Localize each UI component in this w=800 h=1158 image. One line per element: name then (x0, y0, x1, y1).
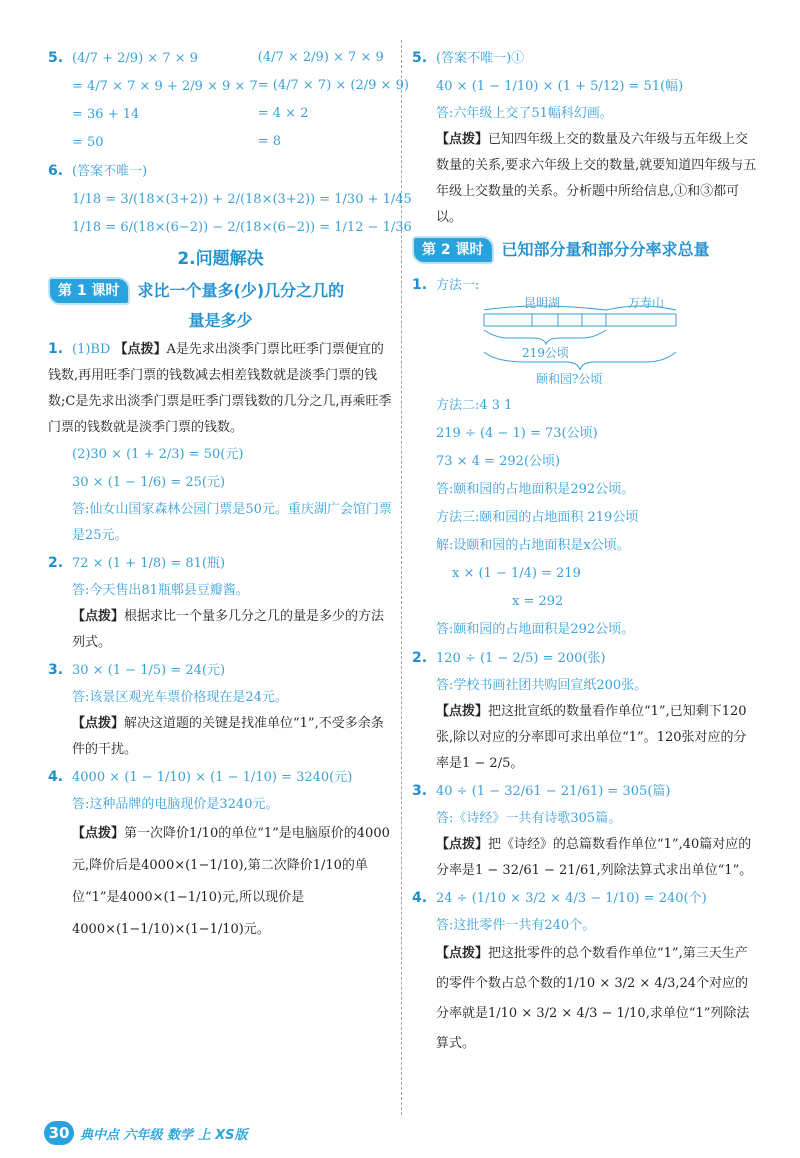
line-segment-diagram: 昆明湖 万寿山 219公顷 颐和园?公顷 (436, 300, 757, 392)
lesson-2-header: 第 2 课时 已知部分量和部分分率求总量 (412, 235, 757, 265)
r-problem-2: 2. 120 ÷ (1 − 2/5) = 200(张) 答:学校书画社团共购回宣纸200张。 【点拨】把这批宣纸的数量看作单位“1”,已知剩下120张,除以对应的分率即可求出单位“1”。120张对应的分率是1 − 2/5。 (412, 650, 747, 771)
problem-3: 3. 30 × (1 − 1/5) = 24(元) 答:该景区观光车票价格现在是24元。 【点拨】解决这道题的关键是找准单位“1”,不受多余条件的干扰。 (48, 662, 384, 757)
problem-1: 1. (1)BD 【点拨】A是先求出淡季门票比旺季门票便宜的钱数,再用旺季门票的钱数减去相差钱数就是淡季门票的钱数;C是先求出淡季门票是旺季门票钱数的几分之几,再乘旺季门票的钱数就是淡季门票的钱数。 (2)30 × (1 + 2/3) = 50(元) 30 × (1 − 1/6) = 25(元) 答:仙女山国家森林公园门票是50元。重庆湖广会馆门票是25元。 (48, 341, 392, 543)
r-problem-4: 4. 24 ÷ (1/10 × 3/2 × 4/3 − 1/10) = 240(个) 答:这批零件一共有240个。 【点拨】把这批零件的总个数看作单位“1”,第三天生产的零件个数占总个数的1/10 × 3/2 × 4/3,24个对应的分率就是1/10 × 3/2 × 4/3 − 1/10,求单位“1”列除法算式。 (412, 890, 750, 1051)
page-number: 30 (44, 1121, 74, 1145)
lesson-badge: 第 1 课时 (48, 277, 130, 305)
r-problem-1: 1. 方法一: 昆明湖 万寿山 219公顷 颐和园?公顷 方法二:4 3 1 219 ÷ (4 − 1) = 73(公顷) 73 × 4 = 292(公顷) 答:颐和园的占地面积是292公顷。 方法三:颐和园的占地面积 219公顷 解:设颐和园的占地面积是x公顷。 x × (1 − 1/4) = 219 x = 292 答:颐和园的占地面积是292公顷。 (412, 271, 757, 644)
q6-left: 6. (答案不唯一) 1/18 = 3/(18×(3+2)) + 2/(18×(3+2)) = 1/30 + 1/45 1/18 = 6/(18×(6−2)) − 2/(18×(6−2)) = 1/12 − 1/36 (48, 163, 412, 235)
left-column: 5. (4/7 + 2/9) × 7 × 9 = 4/7 × 7 × 9 + 2/9 × 9 × 7 = 36 + 14 = 50 (4/7 × 2/9) × 7 × 9 = (4/7 × 7) × (2/9 × 9) = 4 × 2 = 8 6. (答案不唯一) 1/18 = 3/(18×(3+2)) + 2/(18×(3+2)) = 1/30 + 1/45 1/18 = 6/(18×(6−2)) − 2/(18×(6−2)) = 1/12 − 1/36 2.问题解决 第 1 课时 求比一个量多(少)几分之几的 量是多少 1. (1)BD 【点拨】A是先求出淡季门票比旺季门票便宜的钱数,再用旺季门票的钱数减去相差钱数就是淡季门票的钱数;C是先求出淡季门票是旺季门票钱数的几分之几,再乘旺季门票的钱数就是淡季门票的钱数。 (2)30 × (1 + 2/3) = 50(元) 30 × (1 − 1/6) = 25(元) 答:仙女山国家森林公园门票是50元。重庆湖广会馆门票是25元。 2. 72 × (1 + 1/8) = 81(瓶) 答:今天售出81瓶郫县豆瓣酱。 【点拨】根据求比一个量多几分之几的量是多少的方法列式。 3. 30 × (1 − 1/5) = 24(元) 答:该景区观光车票价格现在是24元。 【点拨】解决这道题的关键是找准单位“1”,不受多余条件的干扰。 4. 4000 × (1 − 1/10) × (1 − 1/10) = 3240(元) 答:这种品牌的电脑现价是3240元。 【点拨】第一次降价1/10的单位“1”是电脑原价的4000元,降价后是4000×(1−1/10),第二次降价1/10的单位“1”是4000×(1−1/10)元,所以现价是4000×(1−1/10)×(1−1/10)元。 (48, 44, 393, 946)
r-problem-3: 3. 40 ÷ (1 − 32/61 − 21/61) = 305(篇) 答:《诗经》一共有诗歌305篇。 【点拨】把《诗经》的总篇数看作单位“1”,40篇对应的分率是1 − 32/61 − 21/61,列除法算式求出单位“1”。 (412, 783, 753, 878)
lesson-1-header: 第 1 课时 求比一个量多(少)几分之几的 (48, 276, 393, 306)
section-title: 2.问题解决 (177, 249, 264, 269)
problem-4: 4. 4000 × (1 − 1/10) × (1 − 1/10) = 3240(元) 答:这种品牌的电脑现价是3240元。 【点拨】第一次降价1/10的单位“1”是电脑原价的4000元,降价后是4000×(1−1/10),第二次降价1/10的单位“1”是4000×(1−1/10)元,所以现价是4000×(1−1/10)×(1−1/10)元。 (48, 769, 390, 937)
q5-right: 5. (答案不唯一)① 40 × (1 − 1/10) × (1 + 5/12) = 51(幅) 答:六年级上交了51幅科幻画。 【点拨】已知四年级上交的数量及六年级与五年级上交数量的关系,要求六年级上交的数量,就要知道四年级与五年级上交数量的关系。分析题中所给信息,①和③都可以。 (412, 50, 757, 225)
q5-left: 5. (4/7 + 2/9) × 7 × 9 = 4/7 × 7 × 9 + 2/9 × 9 × 7 = 36 + 14 = 50 (4/7 × 2/9) × 7 × 9 = (4/7 × 7) × (2/9 × 9) = 4 × 2 = 8 (48, 50, 409, 150)
page-footer (44, 1121, 248, 1145)
book-brand: 典中点 六年级 数学 上 XS版 (80, 1127, 248, 1143)
lesson-badge: 第 2 课时 (412, 236, 494, 264)
problem-2: 2. 72 × (1 + 1/8) = 81(瓶) 答:今天售出81瓶郫县豆瓣酱。 【点拨】根据求比一个量多几分之几的量是多少的方法列式。 (48, 555, 385, 650)
right-column (412, 44, 757, 1059)
